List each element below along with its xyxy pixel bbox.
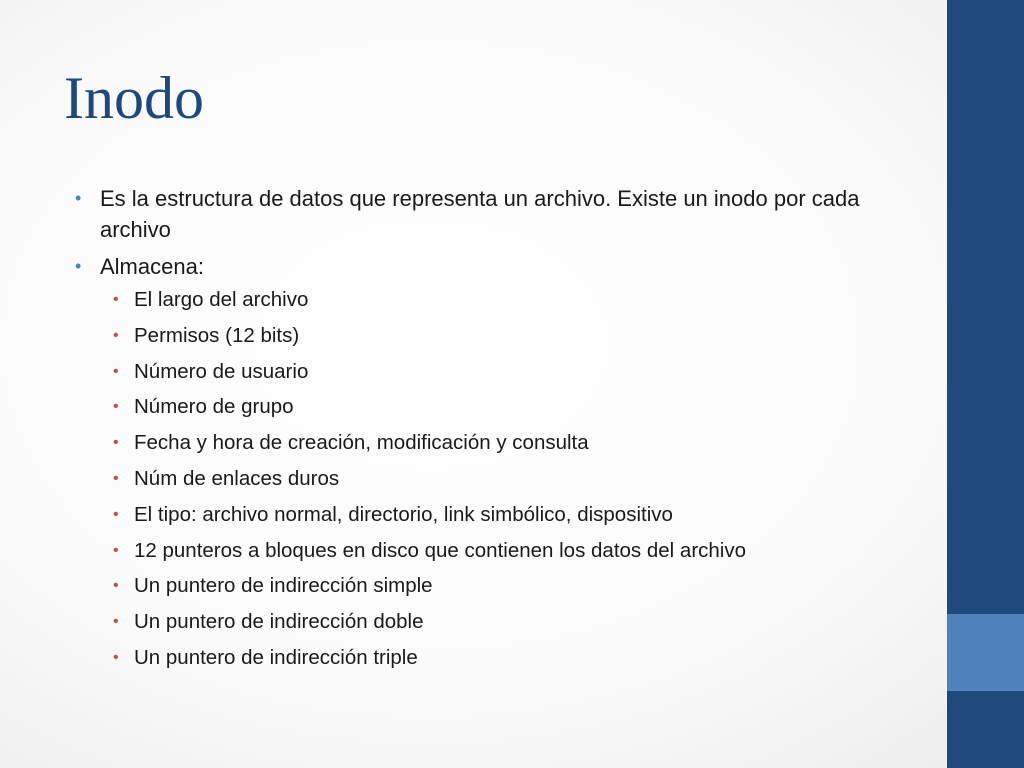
sub-bullet-text: Un puntero de indirección triple: [134, 645, 418, 669]
bullet-dot-icon: •: [75, 188, 82, 208]
sub-bullet-text: El tipo: archivo normal, directorio, link simbólico, dispositivo: [134, 502, 673, 526]
sub-bullet-item: [100, 644, 905, 671]
sub-bullet-item: [100, 465, 905, 492]
bullet-dot-icon: •: [113, 577, 119, 595]
sub-bullet-text: 12 punteros a bloques en disco que contienen los datos del archivo: [134, 538, 747, 562]
sub-bullet-item: [100, 537, 905, 564]
sub-bullet-item: [100, 429, 905, 456]
sub-bullet-item: [100, 572, 905, 599]
bullet-item: [75, 183, 905, 245]
bullet-dot-icon: •: [113, 362, 119, 380]
sub-bullet-item: [100, 322, 905, 349]
sub-bullet-list: [100, 286, 905, 671]
sub-bullet-item: [100, 501, 905, 528]
sub-bullet-item: [100, 393, 905, 420]
bullet-text: Almacena:: [100, 254, 204, 279]
sub-bullet-text: Número de usuario: [134, 359, 309, 383]
bullet-dot-icon: •: [113, 326, 119, 344]
bullet-dot-icon: •: [113, 291, 119, 308]
sub-bullet-item: [100, 358, 905, 385]
bullet-dot-icon: •: [113, 398, 119, 416]
slide-title: Inodo: [64, 65, 204, 131]
slide-content: [75, 183, 905, 680]
bullet-dot-icon: •: [113, 648, 119, 666]
bullet-dot-icon: •: [113, 505, 119, 523]
sub-bullet-text: El largo del archivo: [134, 288, 309, 311]
bullet-item: [75, 251, 905, 671]
bullet-dot-icon: •: [113, 613, 119, 631]
sub-bullet-text: Número de grupo: [134, 395, 294, 419]
bullet-dot-icon: •: [113, 434, 119, 452]
bullet-list: [75, 183, 905, 671]
sub-bullet-item: [100, 286, 905, 313]
right-band-accent-square: [947, 614, 1024, 691]
bullet-text: Es la estructura de datos que representa un archivo. Existe un inodo por cada archivo: [100, 186, 860, 242]
bullet-dot-icon: •: [113, 541, 119, 559]
bullet-dot-icon: •: [113, 469, 119, 487]
bullet-dot-icon: •: [75, 256, 82, 276]
sub-bullet-text: Fecha y hora de creación, modificación y consulta: [134, 431, 589, 455]
sub-bullet-text: Un puntero de indirección doble: [134, 610, 424, 634]
sub-bullet-text: Permisos (12 bits): [134, 323, 300, 347]
sub-bullet-text: Un puntero de indirección simple: [134, 574, 433, 598]
sub-bullet-item: [100, 608, 905, 635]
sub-bullet-text: Núm de enlaces duros: [134, 466, 340, 490]
